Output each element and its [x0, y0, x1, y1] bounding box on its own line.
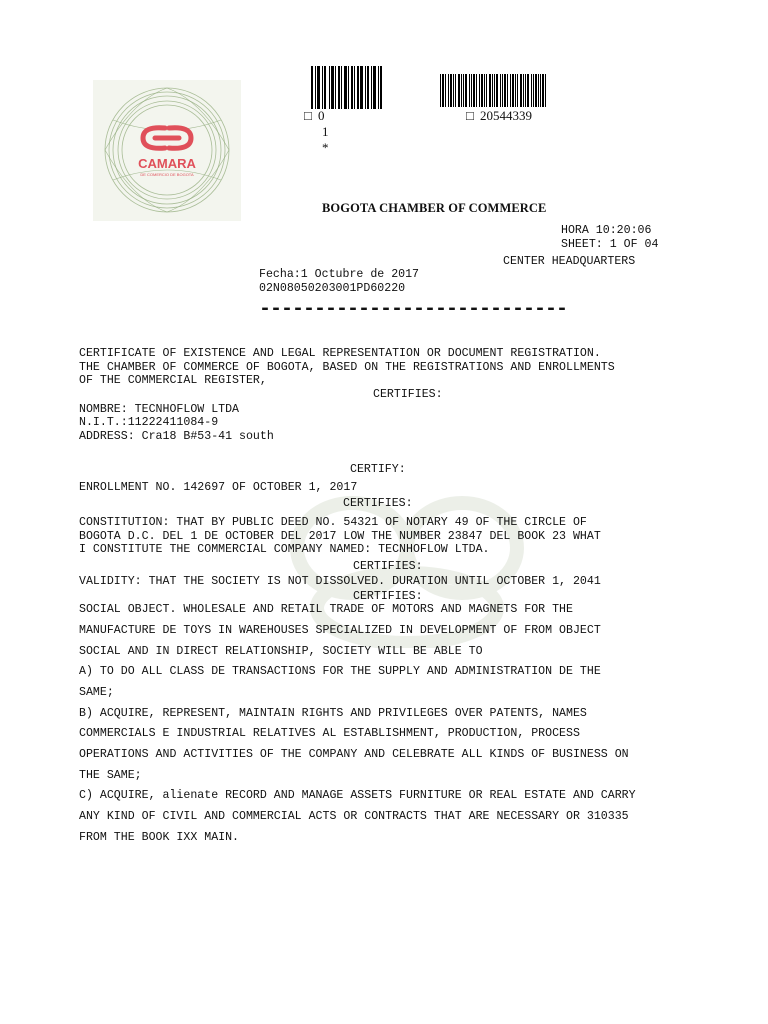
barcode-left-icon-box: □ [304, 108, 312, 123]
constitution-line-2: BOGOTA D.C. DEL 1 DE OCTOBER DEL 2017 LOW THE NUMBER 23847 DEL BOOK 23 WHAT [79, 530, 601, 543]
header-sheet: SHEET: 1 OF 04 [561, 238, 659, 251]
certifies-heading-1: CERTIFIES: [373, 388, 443, 401]
constitution-line-1: CONSTITUTION: THAT BY PUBLIC DEED NO. 54321 OF NOTARY 49 OF THE CIRCLE OF [79, 516, 587, 529]
header-time: HORA 10:20:06 [561, 224, 652, 237]
logo-subtext: DE COMERCIO DE BOGOTA [140, 172, 194, 177]
barcode-right-icon-box: □ [466, 108, 474, 123]
intro-line-1: CERTIFICATE OF EXISTENCE AND LEGAL REPRESENTATION OR DOCUMENT REGISTRATION. [79, 347, 601, 360]
certifies-heading-3: CERTIFIES: [353, 560, 423, 573]
camara-logo [93, 80, 241, 221]
social-object-line-10: C) ACQUIRE, alienate RECORD AND MANAGE ASSETS FURNITURE OR REAL ESTATE AND CARRY [79, 789, 636, 802]
constitution-line-3: I CONSTITUTE THE COMMERCIAL COMPANY NAMED: TECNHOFLOW LTDA. [79, 543, 490, 556]
social-object-line-5: SAME; [79, 686, 114, 699]
logo-text: CAMARA [138, 156, 196, 171]
header-date: Fecha:1 Octubre de 2017 [259, 268, 420, 281]
barcode-left-below-1: 1 [322, 124, 329, 139]
separator-dashes: ---------------------------- [259, 304, 568, 316]
social-object-line-7: COMMERCIALS E INDUSTRIAL RELATIVES AL ESTABLISHMENT, PRODUCTION, PROCESS [79, 727, 580, 740]
social-object-line-4: A) TO DO ALL CLASS DE TRANSACTIONS FOR THE SUPPLY AND ADMINISTRATION DE THE [79, 665, 601, 678]
social-object-line-3: SOCIAL AND IN DIRECT RELATIONSHIP, SOCIETY WILL BE ABLE TO [79, 645, 483, 658]
barcode-left [311, 66, 382, 109]
social-object-line-9: THE SAME; [79, 769, 142, 782]
barcode-right-number: 20544339 [480, 108, 532, 123]
enrollment-line: ENROLLMENT NO. 142697 OF OCTOBER 1, 2017 [79, 481, 358, 494]
company-nit: N.I.T.:11222411084-9 [79, 416, 219, 429]
barcode-right [440, 74, 546, 107]
certify-heading: CERTIFY: [350, 463, 406, 476]
social-object-line-1: SOCIAL OBJECT. WHOLESALE AND RETAIL TRADE OF MOTORS AND MAGNETS FOR THE [79, 603, 573, 616]
social-object-line-11: ANY KIND OF CIVIL AND COMMERCIAL ACTS OR CONTRACTS THAT ARE NECESSARY OR 310335 [79, 810, 629, 823]
company-address: ADDRESS: Cra18 B#53-41 south [79, 430, 274, 443]
header-code: 02N08050203001PD60220 [259, 282, 406, 295]
intro-line-2: THE CHAMBER OF COMMERCE OF BOGOTA, BASED ON THE REGISTRATIONS AND ENROLLMENTS [79, 361, 615, 374]
document-title: BOGOTA CHAMBER OF COMMERCE [322, 201, 547, 215]
barcode-left-digit: 0 [318, 108, 325, 123]
social-object-line-8: OPERATIONS AND ACTIVITIES OF THE COMPANY AND CELEBRATE ALL KINDS OF BUSINESS ON [79, 748, 629, 761]
certifies-heading-2: CERTIFIES: [343, 497, 413, 510]
validity-line: VALIDITY: THAT THE SOCIETY IS NOT DISSOLVED. DURATION UNTIL OCTOBER 1, 2041 [79, 575, 601, 588]
barcode-left-below-2: * [322, 140, 329, 155]
social-object-line-12: FROM THE BOOK IXX MAIN. [79, 831, 240, 844]
certifies-heading-4: CERTIFIES: [353, 590, 423, 603]
header-office: CENTER HEADQUARTERS [503, 255, 636, 268]
social-object-line-6: B) ACQUIRE, REPRESENT, MAINTAIN RIGHTS AND PRIVILEGES OVER PATENTS, NAMES [79, 707, 587, 720]
company-name: NOMBRE: TECNHOFLOW LTDA [79, 403, 240, 416]
intro-line-3: OF THE COMMERCIAL REGISTER, [79, 374, 267, 387]
social-object-line-2: MANUFACTURE DE TOYS IN WAREHOUSES SPECIALIZED IN DEVELOPMENT OF FROM OBJECT [79, 624, 601, 637]
